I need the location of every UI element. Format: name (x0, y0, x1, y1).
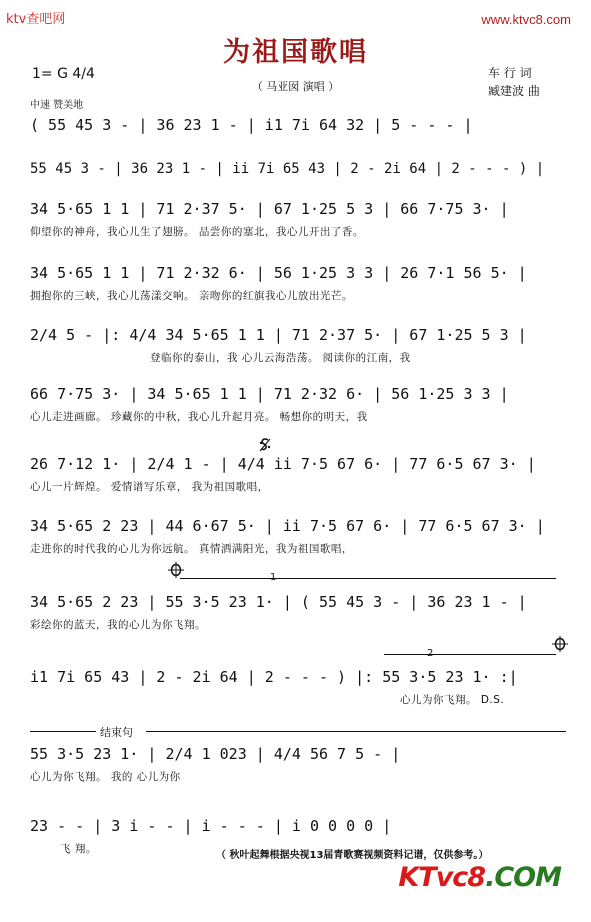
notation-row: 2/4 5 - |: 4/4 34 5·65 1 1 | 71 2·37 5· | 67 1·25 5 3 | (30, 326, 527, 344)
coda-icon (168, 562, 184, 578)
song-title: 为祖国歌唱 (223, 37, 368, 68)
lyric-row: 拥抱你的三峡，我心儿荡漾交响。 亲吻你的红旗我心儿放出光芒。 (30, 290, 353, 302)
notation-row: 34 5·65 2 23 | 44 6·67 5· | ii 7·5 67 6· | 77 6·5 67 3· | (30, 517, 545, 535)
logo-domain: .COM (485, 862, 561, 893)
watermark-left: ktv查吧网 (6, 12, 66, 27)
ending-label: 结束句 (100, 726, 133, 739)
ending-line-left (30, 731, 96, 732)
notation-row: 55 3·5 23 1· | 2/4 1 023 | 4/4 56 7 5 - | (30, 745, 401, 763)
lyric-row: 飞 翔。 (60, 843, 97, 855)
notation-row: 23 - - | 3 i - - | i - - - | i 0 0 0 0 | (30, 817, 392, 835)
notation-row: ( 55 45 3 - | 36 23 1 - | i1 7i 64 32 | 5 - - - | (30, 116, 473, 134)
lyric-row: 心儿为你飞翔。 D.S. (400, 694, 505, 706)
lyric-row: 走进你的时代我的心儿为你远航。 真情洒满阳光，我为祖国歌唱， (30, 543, 353, 555)
ending-line-right (146, 731, 566, 732)
lyricist-credit: 车 行 词 (488, 66, 532, 80)
lyric-row: 心儿为你飞翔。 我的 心儿为你 (30, 771, 181, 783)
notation-row: 34 5·65 1 1 | 71 2·37 5· | 67 1·25 5 3 | 66 7·75 3· | (30, 200, 509, 218)
notation-row: 55 45 3 - | 36 23 1 - | ii 7i 65 43 | 2 - 2i 64 | 2 - - - ) | (30, 161, 545, 177)
volta-1-line (180, 578, 556, 579)
lyric-row: 登临你的泰山，我 心儿云海浩荡。 阅读你的江南，我 (150, 352, 411, 364)
site-logo (398, 862, 561, 893)
singer-credit: （ 马亚囡 演唱 ） (251, 80, 340, 93)
notation-row: i1 7i 65 43 | 2 - 2i 64 | 2 - - - ) |: 55 3·5 23 1· :| (30, 668, 518, 686)
volta-2-line (384, 654, 556, 655)
logo-main: KTvc8 (398, 862, 486, 893)
lyric-row: 仰望你的神舟，我心儿生了翅膀。 品尝你的塞北，我心儿开出了香。 (30, 226, 364, 238)
notation-row: 34 5·65 2 23 | 55 3·5 23 1· | ( 55 45 3 - | 36 23 1 - | (30, 593, 527, 611)
notation-row: 66 7·75 3· | 34 5·65 1 1 | 71 2·32 6· | 56 1·25 3 3 | (30, 385, 509, 403)
tempo-marking: 中速 赞美地 (30, 100, 84, 111)
key-signature: 1= G 4/4 (32, 66, 95, 82)
notation-row: 26 7·12 1· | 2/4 1 - | 4/4 ii 7·5 67 6· | 77 6·5 67 3· | (30, 455, 536, 473)
notation-row: 34 5·65 1 1 | 71 2·32 6· | 56 1·25 3 3 | 26 7·1 56 5· | (30, 264, 527, 282)
segno-icon (258, 437, 272, 453)
footnote: （ 秋叶起舞根据央视13届青歌赛视频资料记谱，仅供参考。） (216, 850, 489, 861)
watermark-right: www.ktvc8.com (481, 12, 571, 27)
composer-credit: 臧建波 曲 (488, 84, 540, 98)
lyric-row: 彩绘你的蓝天，我的心儿为你飞翔。 (30, 619, 206, 631)
lyric-row: 心儿走进画廊。 珍藏你的中秋，我心儿升起月亮。 畅想你的明天，我 (30, 411, 368, 423)
coda-icon-2 (552, 636, 568, 652)
lyric-row: 心儿一片辉煌。 爱情谱写乐章， 我为祖国歌唱， (30, 481, 269, 493)
